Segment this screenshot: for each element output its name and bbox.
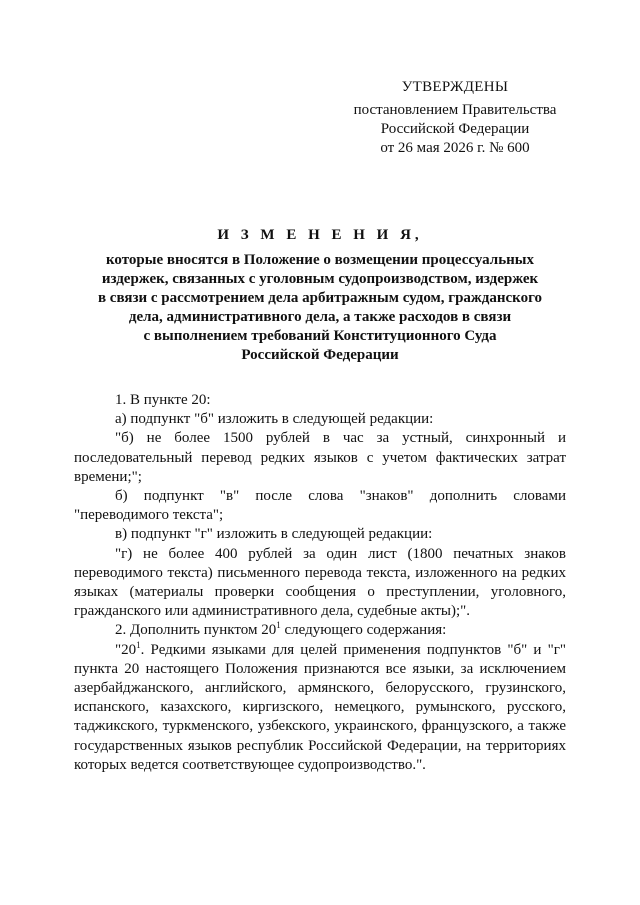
quote-subitem-g: "г) не более 400 рублей за один лист (1800 печатных знаков переводимого текста) письменного перевода текста, изложенного на редких языках (материалы проверки сообщения о преступлении, уголовного, гражданского или административного дела, судебные акты);".: [74, 545, 566, 620]
superscript: 1: [136, 639, 141, 650]
heading-line: которые вносятся в Положение о возмещении процессуальных: [105, 252, 535, 268]
paragraph-20-1-text: . Редкими языками для целей применения подпунктов "б" и "г" пункта 20 настоящего Положения признаются все языки, за исключением азербайджанского, английского, армянского, белорусского, грузинского, испанского, казахского, киргизского, немецкого, румынского, русского, таджикского, туркменского, узбекского, украинского, французского, а также государственных языков республик Российской Федерации, на территориях которых ведется соответствующее судопроизводство.".: [74, 641, 566, 773]
superscript: 1: [276, 620, 281, 631]
heading-line: с выполнением требований Конституционного Суда: [143, 328, 497, 344]
paragraph-20-1-start: "20: [115, 641, 137, 658]
heading-line: в связи с рассмотрением дела арбитражным судом, гражданского: [97, 290, 543, 306]
document-heading: [74, 226, 566, 365]
heading-line: издержек, связанных с уголовным судопроизводством, издержек: [101, 271, 539, 287]
heading-title: И З М Е Н Е Н И Я,: [217, 227, 423, 243]
approval-block: [340, 78, 570, 158]
item-2: [74, 621, 566, 640]
item-1: 1. В пункте 20:: [115, 392, 211, 408]
quote-subitem-b: "б) не более 1500 рублей в час за устный, синхронный и последовательный перевод редких языков с учетом фактических затрат времени;";: [74, 430, 566, 485]
approval-line-2: Российской Федерации: [380, 121, 530, 137]
heading-line: Российской Федерации: [241, 347, 399, 363]
approval-title: УТВЕРЖДЕНЫ: [401, 79, 509, 95]
item-2-text: 2. Дополнить пунктом 20: [115, 622, 277, 639]
item-2-text-end: следующего содержания:: [280, 622, 447, 639]
approval-line-3: от 26 мая 2026 г. № 600: [380, 140, 530, 156]
heading-line: дела, административного дела, а также расходов в связи: [128, 309, 512, 325]
paragraph-20-1: [74, 641, 566, 775]
approval-line-1: постановлением Правительства: [353, 102, 557, 118]
subitem-a: а) подпункт "б" изложить в следующей редакции:: [115, 411, 434, 428]
document-body: [74, 391, 566, 775]
subitem-c: в) подпункт "г" изложить в следующей редакции:: [115, 526, 433, 543]
subitem-b: б) подпункт "в" после слова "знаков" дополнить словами "переводимого текста";: [74, 488, 566, 524]
